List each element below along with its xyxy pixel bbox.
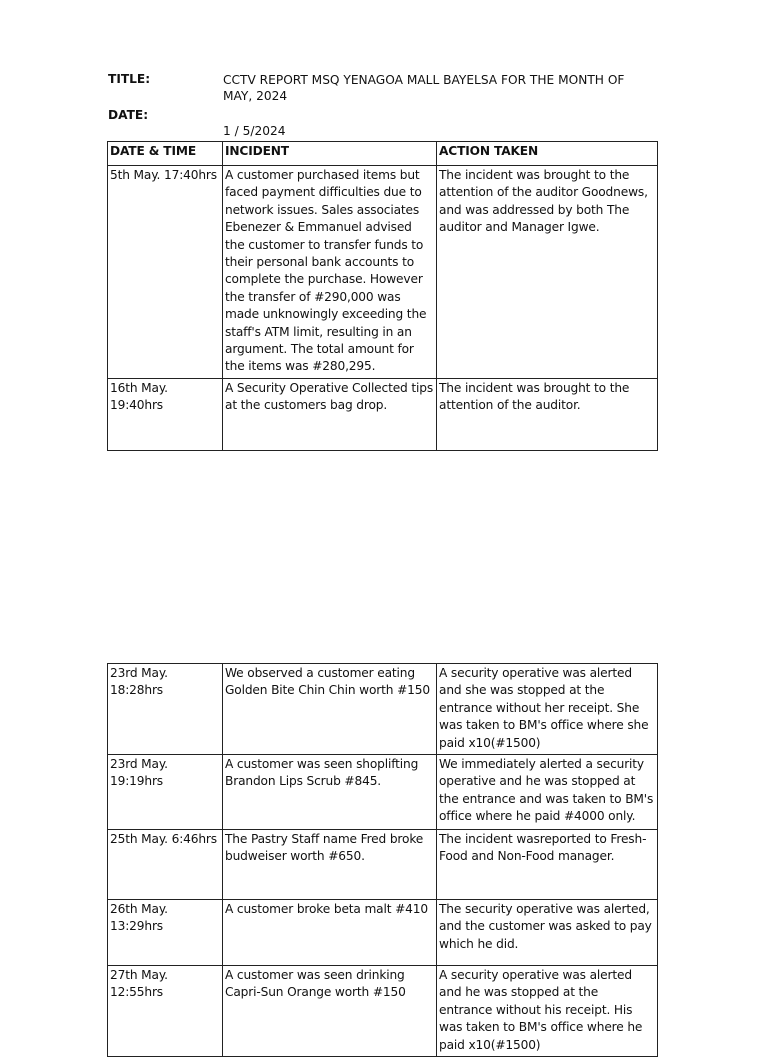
report-date: 1 / 5/2024 bbox=[223, 124, 286, 138]
cell-action: We immediately alerted a security operative and he was stopped at the entrance and was taken to BM's office where he paid #4000 only. bbox=[437, 755, 658, 830]
cell-datetime: 25th May. 6:46hrs bbox=[108, 830, 223, 900]
cell-action: A security operative was alerted and she was stopped at the entrance without her receipt. She was taken to BM's office where she paid x10(#1500) bbox=[437, 664, 658, 755]
cell-datetime: 23rd May. 18:28hrs bbox=[108, 664, 223, 755]
report-title: CCTV REPORT MSQ YENAGOA MALL BAYELSA FOR THE MONTH OF MAY, 2024 bbox=[223, 73, 625, 103]
date-label: DATE: bbox=[108, 108, 149, 122]
table-row bbox=[108, 755, 658, 830]
cell-datetime: 27th May. 12:55hrs bbox=[108, 966, 223, 1057]
cell-action: The security operative was alerted, and the customer was asked to pay which he did. bbox=[437, 900, 658, 966]
table-header-row bbox=[108, 142, 658, 166]
cell-action: The incident was brought to the attention of the auditor Goodnews, and was addressed by both The auditor and Manager Igwe. bbox=[437, 166, 658, 379]
column-header-datetime: DATE & TIME bbox=[108, 142, 223, 166]
table-row bbox=[108, 378, 658, 450]
cell-datetime: 23rd May. 19:19hrs bbox=[108, 755, 223, 830]
cell-action: A security operative was alerted and he was stopped at the entrance without his receipt. His was taken to BM's office where he paid x10(#1500) bbox=[437, 966, 658, 1057]
cell-incident: A customer was seen drinking Capri-Sun Orange worth #150 bbox=[223, 966, 437, 1057]
cell-datetime: 26th May. 13:29hrs bbox=[108, 900, 223, 966]
cell-datetime: 5th May. 17:40hrs bbox=[108, 166, 223, 379]
cell-incident: A customer purchased items but faced payment difficulties due to network issues. Sales associates Ebenezer & Emmanuel advised the customer to transfer funds to their personal bank accounts to complete the purchase. However the transfer of #290,000 was made unknowingly exceeding the staff's ATM limit, resulting in an argument. The total amount for the items was #280,295. bbox=[223, 166, 437, 379]
table-row bbox=[108, 900, 658, 966]
table-row bbox=[108, 830, 658, 900]
column-header-incident: INCIDENT bbox=[223, 142, 437, 166]
column-header-action: ACTION TAKEN bbox=[437, 142, 658, 166]
incident-table-page-1 bbox=[107, 141, 658, 451]
cell-incident: A customer broke beta malt #410 bbox=[223, 900, 437, 966]
cell-datetime: 16th May. 19:40hrs bbox=[108, 378, 223, 450]
title-label: TITLE: bbox=[108, 72, 151, 86]
cell-action: The incident was brought to the attention of the auditor. bbox=[437, 378, 658, 450]
cell-incident: The Pastry Staff name Fred broke budweiser worth #650. bbox=[223, 830, 437, 900]
table-row bbox=[108, 166, 658, 379]
cell-incident: A Security Operative Collected tips at the customers bag drop. bbox=[223, 378, 437, 450]
table-row bbox=[108, 966, 658, 1057]
cell-action: The incident wasreported to Fresh-Food and Non-Food manager. bbox=[437, 830, 658, 900]
incident-table-page-2 bbox=[107, 663, 658, 1057]
cell-incident: We observed a customer eating Golden Bite Chin Chin worth #150 bbox=[223, 664, 437, 755]
table-row bbox=[108, 664, 658, 755]
cell-incident: A customer was seen shoplifting Brandon Lips Scrub #845. bbox=[223, 755, 437, 830]
